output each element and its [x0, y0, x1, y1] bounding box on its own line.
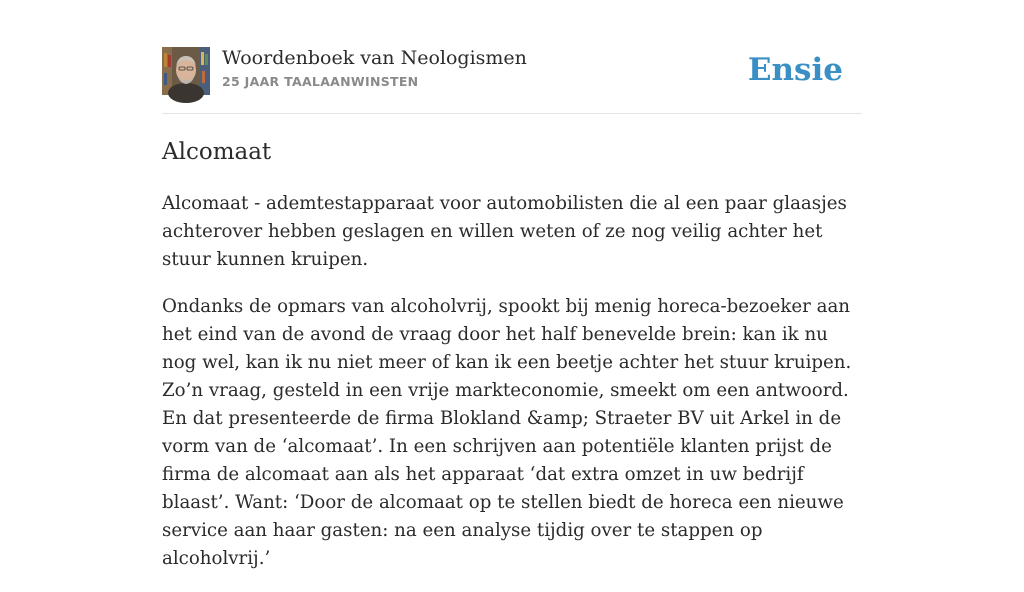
author-name[interactable]: Woordenboek van Neologismen [222, 47, 527, 69]
header-divider [162, 113, 862, 114]
avatar[interactable] [162, 47, 210, 95]
article-paragraph: Alcomaat - ademtestapparaat voor automobilisten die al een paar glaasjes achterover hebben geslagen en willen weten of ze nog veilig achter het stuur kunnen kruipen. [162, 193, 847, 270]
article-body [162, 190, 867, 592]
author-portrait-icon [162, 47, 210, 95]
author-block [222, 46, 527, 90]
brand-logo[interactable]: Ensie [747, 52, 843, 88]
author-subtitle: 25 JAAR TAALAANWINSTEN [222, 74, 419, 89]
article-paragraph: Ondanks de opmars van alcoholvrij, spookt bij menig horeca-bezoeker aan het eind van de avond de vraag door het half benevelde brein: kan ik nu nog wel, kan ik nu niet meer of kan ik een beetje achter het stuur kruipen. Zo’n vraag, gesteld in een vrije markteconomie, smeekt om een antwoord. En dat presenteerde de firma Blokland &amp; Straeter BV uit Arkel in de vorm van de ‘alcomaat’. In een schrijven aan potentiële klanten prijst de firma de alcomaat aan als het apparaat ‘dat extra omzet in uw bedrijf blaast’. Want: ‘Door de alcomaat op te stellen biedt de horeca een nieuwe service aan haar gasten: na een analyse tijdig over te stappen op alcoholvrij.’ [162, 296, 852, 569]
article-title: Alcomaat [162, 139, 272, 165]
header [162, 46, 862, 96]
